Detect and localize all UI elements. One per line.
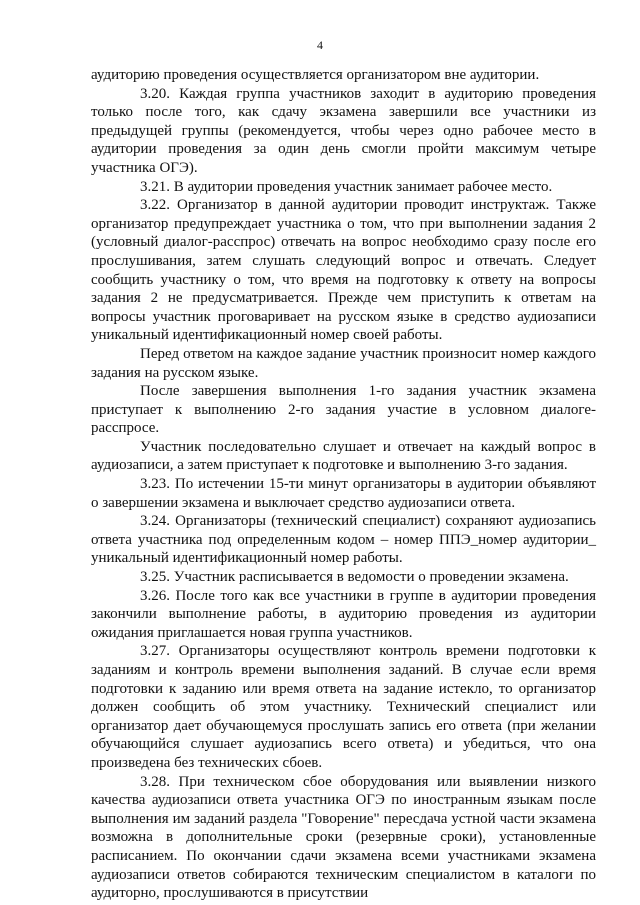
paragraph-task-number: Перед ответом на каждое задание участник произносит номер каждого задания на русском языке. — [91, 345, 596, 381]
paragraph-task-1-done: После завершения выполнения 1-го задания участник экзамена приступает к выполнению 2-го задания участие в условном диалоге-расспросе. — [91, 383, 596, 437]
document-body — [91, 66, 596, 903]
paragraph-3-25: 3.25. Участник расписывается в ведомости о проведении экзамена. — [140, 569, 569, 586]
paragraph-3-21: 3.21. В аудитории проведения участник занимает рабочее место. — [140, 178, 553, 195]
paragraph-3-22: 3.22. Организатор в данной аудитории проводит инструктаж. Также организатор предупреждает участника о том, что при выполнении задания 2 (условный диалог-расспрос) отвечать на вопрос необходимо сразу после его прослушивания, затем слушать следующий вопрос и отвечать. Следует сообщить участнику о том, что время на подготовку к ответу на вопросы задания 2 не предусматривается. Прежде чем приступить к ответам на вопросы участник проговаривает на русском языке в средство аудиозаписи уникальный идентификационный номер своей работы. — [91, 197, 596, 344]
paragraph-continuation: аудиторию проведения осуществляется организатором вне аудитории. — [91, 67, 540, 83]
paragraph-3-23: 3.23. По истечении 15-ти минут организаторы в аудитории объявляют о завершении экзамена и выключает средство аудиозаписи ответа. — [91, 476, 596, 511]
paragraph-task-2-listen: Участник последовательно слушает и отвечает на каждый вопрос в аудиозаписи, а затем приступает к подготовке и выполнению 3-го задания. — [91, 438, 596, 474]
paragraph-3-28: 3.28. При техническом сбое оборудования или выявлении низкого качества аудиозаписи ответа участника ОГЭ по иностранным языкам после выполнения им заданий раздела "Говорение" пересдача устной части экзамена возможна в дополнительные сроки (резервные сроки), установленные расписанием. По окончании сдачи экзамена всеми участниками экзамена аудиозаписи ответов собираются техническим специалистом в каталоги по аудиторно, прослушиваются в присутствии — [91, 773, 596, 902]
page-number: 4 — [317, 38, 323, 52]
paragraph-3-24: 3.24. Организаторы (технический специалист) сохраняют аудиозапись ответа участника под определенным кодом – номер ППЭ_номер аудитории_ уникальный идентификационный номер работы. — [91, 513, 596, 567]
paragraph-3-20: 3.20. Каждая группа участников заходит в аудиторию проведения только после того, как сдачу экзамена завершили все участники из предыдущей группы (рекомендуется, чтобы через одно рабочее место в аудитории проведения за один день смогли пройти максимум четыре участника ОГЭ). — [91, 85, 596, 176]
paragraph-3-27: 3.27. Организаторы осуществляют контроль времени подготовки к заданиям и контроль времени выполнения заданий. В случае если время подготовки к заданию или время ответа на задание истекло, то организатор должен сообщить об этом участнику. Технический специалист или организатор дает обучающемуся прослушать запись его ответа (при желании обучающийся слушает аудиозапись всего ответа) и убедиться, что она произведена без технических сбоев. — [91, 643, 596, 771]
paragraph-3-26: 3.26. После того как все участники в группе в аудитории проведения закончили выполнение работы, в аудиторию проведения из аудитории ожидания приглашается новая группа участников. — [91, 587, 596, 641]
